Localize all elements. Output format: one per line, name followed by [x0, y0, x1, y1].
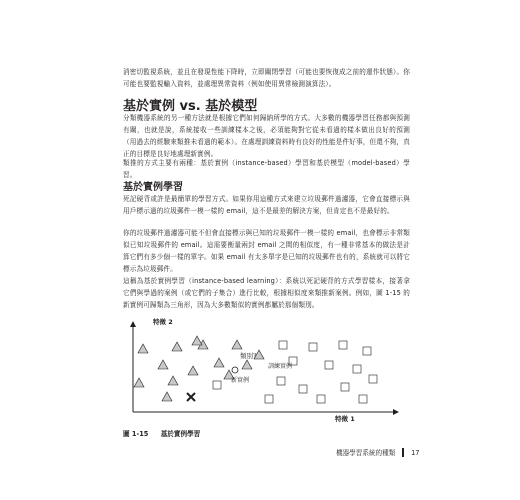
square-instance-2 — [309, 343, 317, 351]
figure-caption — [123, 428, 200, 438]
paragraph-rote-learning: 死記硬背或許是最簡單的學習方式。如果你用這種方式來建立垃圾郵件過濾器，它會直接標示與用戶標示過的垃圾郵件一模一樣的 email，這不是最差的解決方案，但肯定也不是最好的。 — [123, 195, 410, 216]
square-instance-3 — [339, 341, 347, 349]
page-footer — [336, 447, 419, 457]
triangle-instance-6 — [158, 360, 168, 369]
square-instance-12 — [317, 395, 325, 403]
y-axis-arrow-icon — [130, 321, 136, 327]
subsection-title: 基於實例學習 — [123, 182, 183, 193]
triangle-instance-12 — [134, 378, 144, 387]
triangle-instance-13 — [162, 392, 172, 401]
triangle-instance-10 — [242, 360, 252, 369]
square-instance-9 — [277, 377, 285, 385]
square-instance-1 — [279, 341, 287, 349]
section-title: 基於實例 vs. 基於模型 — [123, 99, 258, 114]
question-circle — [232, 367, 238, 373]
square-instance-8 — [213, 381, 221, 389]
new-instance-cross-icon — [187, 393, 195, 401]
square-instance-13 — [341, 383, 349, 391]
paragraph-intro: 消密切監視系統，並且在發現性能下降時，立即關閉學習（可能也要恢復成之前的運作狀態）。你可能也要監視輸入資料，並處理異常資料（例如使用異常檢測演算法）。 — [123, 68, 410, 89]
x-axis-label: 特徵 1 — [335, 415, 355, 423]
triangle-instance-4 — [232, 340, 242, 349]
triangle-instance-11 — [192, 336, 202, 345]
square-instance-15 — [369, 375, 377, 383]
paragraph-generalize: 分類機器系統的另一種方法就是根據它們如何歸納所學的方式。大多數的機器學習任務都與預測有關，也就是說，系統接收一些訓練樣本之後，必須能夠對它從未看過的樣本做出良好的預測（用過去的經驗來類推未看過的範本）。在處理訓練資料時有良好的性能是件好事，但還不夠，真正的目標是良好地處理新實例。 — [123, 114, 410, 159]
question-label: 類別？ — [240, 352, 260, 360]
square-instance-14 — [359, 395, 367, 403]
triangle-instance-2 — [172, 342, 182, 351]
figure-instance-based — [123, 315, 407, 425]
square-instance-7 — [353, 365, 361, 373]
square-instance-10 — [265, 395, 273, 403]
training-instance-label: 訓練實例 — [268, 363, 293, 370]
paragraph-two-approaches: 類推的方式主要有兩種：基於實例（instance-based）學習和基於模型（model-based）學習。 — [123, 159, 410, 180]
paragraph-similarity: 你的垃圾郵件過濾器可能不但會直接標示與已知的垃圾郵件一模一樣的 email，也會標示非常類似已知垃圾郵件的 email。這需要衡量兩封 email 之間的相似度，有一種非常基本的做法是計算它們有多少個一樣的單字。如果 email 有太多單字是已知的垃圾郵件也有的，系統就可以將它標示為垃圾郵件。 — [123, 229, 410, 274]
triangle-instance-8 — [214, 358, 224, 367]
data-marks — [134, 336, 377, 403]
new-instance-label: 新實例 — [231, 377, 250, 384]
footer-page-number: 17 — [411, 449, 420, 457]
square-instance-4 — [363, 347, 371, 355]
footer-chapter-title: 機器學習系統的種類 — [336, 449, 396, 457]
triangle-instance-14 — [168, 376, 178, 385]
triangle-instance-1 — [138, 344, 148, 353]
caption-text: 基於實例學習 — [160, 430, 201, 438]
paragraph-instance-based: 這稱為基於實例學習（instance-based learning）：系統以死記硬背的方式學習樣本，接著拿它們與學過的案例（或它們的子集合）進行比較，根據相似度來類推新案例。例如，圖 1-15 的新實例可歸類為三角形，因為大多數類似的實例都屬於那個類別。 — [123, 277, 410, 310]
square-instance-6 — [325, 361, 333, 369]
square-instance-11 — [299, 385, 307, 393]
footer-separator — [402, 448, 404, 457]
y-axis-label: 特徵 2 — [153, 318, 173, 326]
x-axis-arrow-icon — [393, 409, 399, 415]
triangle-instance-7 — [188, 366, 198, 375]
caption-number: 圖 1-15 — [123, 430, 149, 438]
